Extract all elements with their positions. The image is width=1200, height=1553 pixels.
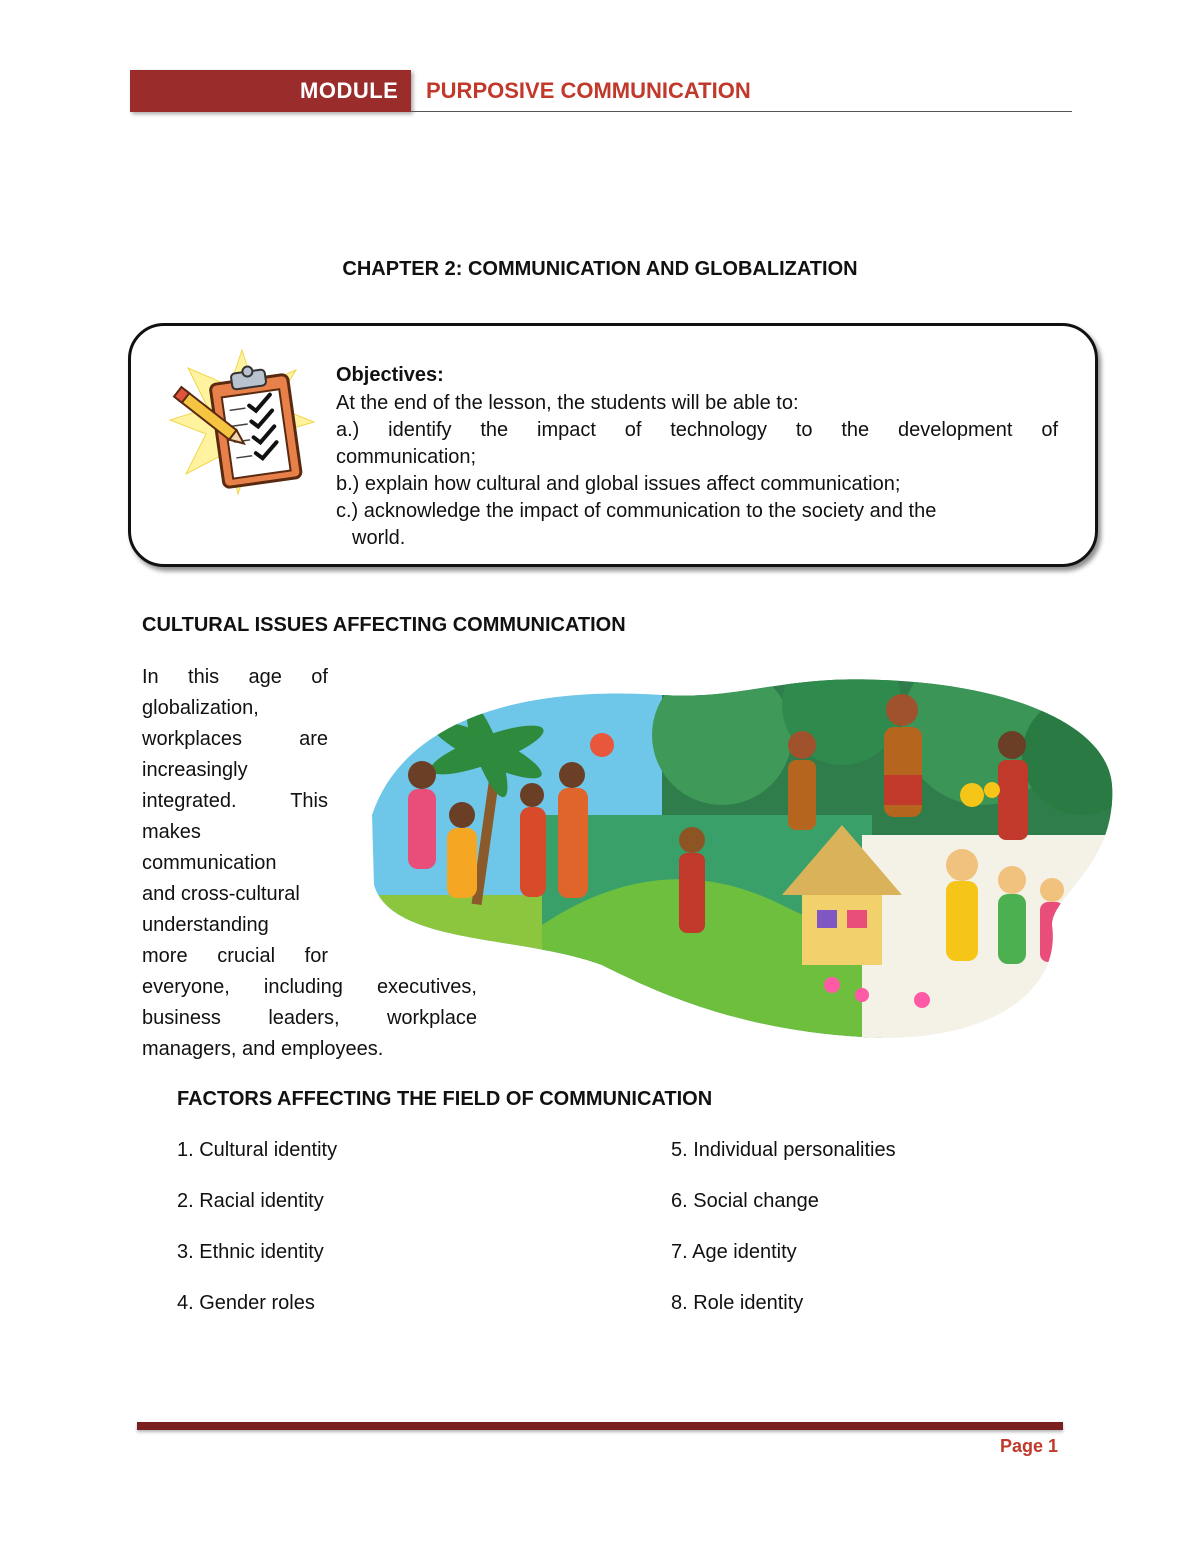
factor-item: 3. Ethnic identity [177,1241,324,1263]
chapter-title: CHAPTER 2: COMMUNICATION AND GLOBALIZATION [342,258,858,280]
factor-item: 7. Age identity [671,1241,797,1263]
paragraph-line: understanding [142,914,269,936]
paragraph-line: communication [142,852,277,874]
objective-a-line2: communication; [336,446,477,468]
header-rule [411,111,1072,112]
factor-item: 6. Social change [671,1190,819,1212]
factor-item: 5. Individual personalities [671,1139,896,1161]
paragraph-line: integrated. This [142,790,328,812]
objectives-intro: At the end of the lesson, the students will be able to: [336,392,799,414]
paragraph-line: In this age of [142,666,328,688]
cultural-issues-heading: CULTURAL ISSUES AFFECTING COMMUNICATION [142,614,626,636]
module-label: MODULE [300,78,399,103]
objective-c-line1: c.) acknowledge the impact of communication to the society and the [336,500,937,522]
factor-item: 2. Racial identity [177,1190,324,1212]
factor-item: 8. Role identity [671,1292,804,1314]
objective-a-line1: a.) identify the impact of technology to the development of [336,419,1058,441]
paragraph-line: globalization, [142,697,259,719]
paragraph-line: everyone, including executives, [142,976,477,998]
factors-heading: FACTORS AFFECTING THE FIELD OF COMMUNICATION [177,1088,713,1110]
page-number: Page 1 [1000,1436,1059,1456]
module-title: PURPOSIVE COMMUNICATION [426,78,751,103]
objective-c-line2: world. [352,527,406,549]
paragraph-line: and cross-cultural [142,883,300,905]
paragraph-line: more crucial for [142,945,328,967]
factor-item: 4. Gender roles [177,1292,315,1314]
cultural-paragraph-narrow [142,662,328,972]
footer-rule [137,1422,1063,1430]
paragraph-line: business leaders, workplace [142,1007,477,1029]
objectives-heading: Objectives: [336,364,444,386]
paragraph-line: makes [142,821,201,843]
paragraph-line: managers, and employees. [142,1038,384,1060]
objective-b: b.) explain how cultural and global issues affect communication; [336,473,901,495]
factor-item: 1. Cultural identity [177,1139,338,1161]
clipboard-checklist-icon [168,348,316,496]
cultural-diversity-illustration [362,665,1120,1050]
paragraph-line: workplaces are [142,728,328,750]
paragraph-line: increasingly [142,759,248,781]
